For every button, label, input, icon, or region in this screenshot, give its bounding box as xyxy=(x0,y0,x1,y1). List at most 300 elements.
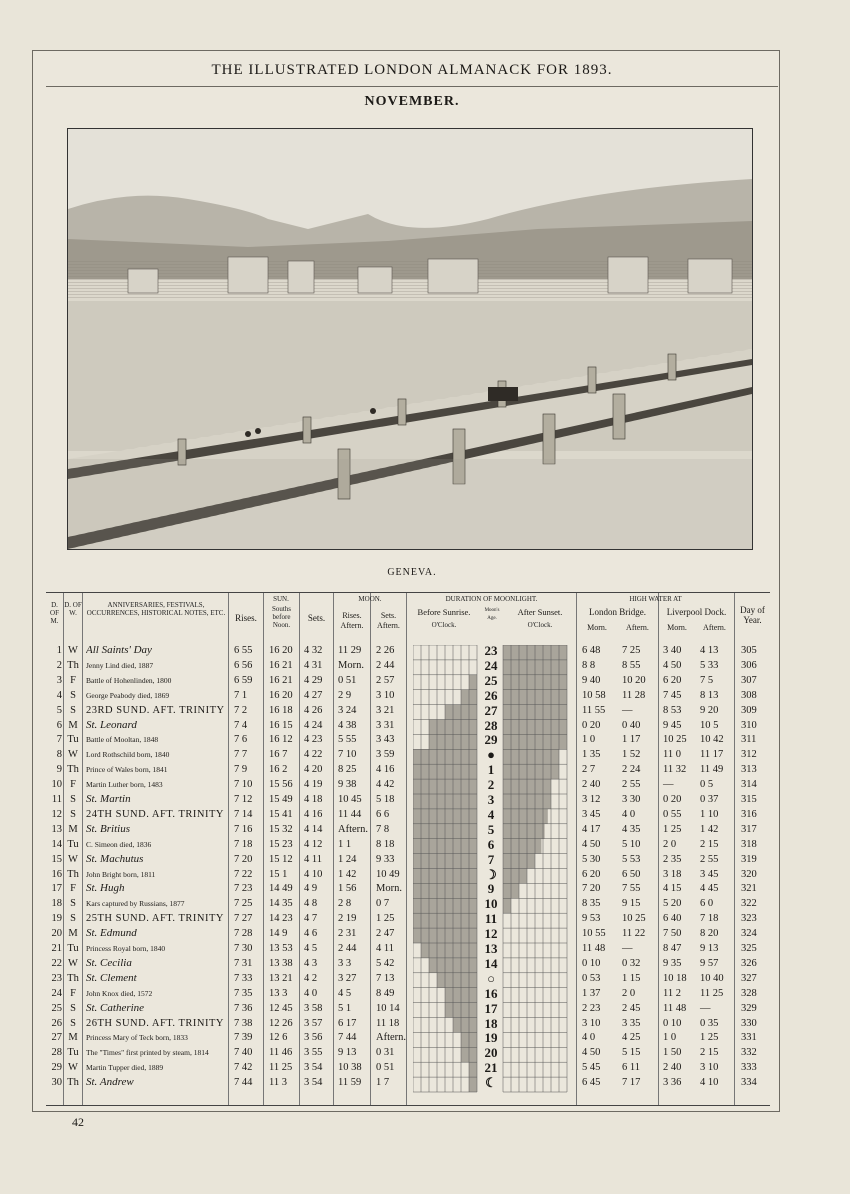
cell-moon-set: 3 31 xyxy=(376,719,395,731)
cell-london-aftern: 7 55 xyxy=(622,883,641,895)
cell-sun-set: 3 54 xyxy=(304,1077,323,1089)
cell-weekday: F xyxy=(70,883,76,895)
cell-moon-age: 21 xyxy=(484,1060,498,1076)
cell-note: 23RD SUND. AFT. TRINITY xyxy=(86,704,225,716)
cell-moon-set: Morn. xyxy=(376,883,402,895)
table-row xyxy=(46,881,770,896)
cell-sun-set: 4 18 xyxy=(304,794,323,805)
geneva-illustration xyxy=(67,128,753,550)
cell-moon-rise: 2 31 xyxy=(338,928,357,940)
cell-london-aftern: 1 15 xyxy=(622,972,641,984)
cell-sun-rise: 7 4 xyxy=(234,719,248,731)
cell-london-aftern: 3 30 xyxy=(622,794,641,805)
cell-liverpool-aftern: 9 57 xyxy=(700,957,719,969)
cell-weekday: Th xyxy=(67,868,79,880)
cell-liverpool-morn: 0 10 xyxy=(663,1017,682,1029)
cell-moon-age: 26 xyxy=(484,687,498,703)
cell-note: Battle of Mooltan, 1848 xyxy=(86,735,159,745)
cell-moon-rise: 10 38 xyxy=(338,1062,362,1074)
cell-london-morn: 8 8 xyxy=(582,659,596,671)
cell-note: Lord Rothschild born, 1840 xyxy=(86,750,170,760)
cell-sun-set: 4 29 xyxy=(304,674,323,686)
header-notes: ANNIVERSARIES, FESTIVALS, OCCURRENCES, HISTORICAL NOTES, ETC. xyxy=(86,601,226,617)
cell-london-morn: 3 45 xyxy=(582,808,601,820)
cell-day-of-year: 309 xyxy=(741,704,757,716)
cell-sun-set: 3 54 xyxy=(304,1062,323,1074)
cell-day-number: 21 xyxy=(51,943,62,954)
header-oclock-before: O'Clock. xyxy=(431,621,457,629)
cell-note: St. Cecilia xyxy=(86,956,132,969)
cell-london-aftern: 6 11 xyxy=(622,1062,640,1074)
cell-london-morn: 9 53 xyxy=(582,913,601,925)
cell-moon-set: 3 10 xyxy=(376,689,395,701)
cell-sun-souths: 15 12 xyxy=(269,853,293,865)
cell-moon-set: 1 7 xyxy=(376,1077,390,1089)
cell-day-of-year: 308 xyxy=(741,689,757,701)
cell-liverpool-morn: 4 50 xyxy=(663,659,682,671)
cell-sun-souths: 13 38 xyxy=(269,957,293,969)
cell-liverpool-morn: 3 18 xyxy=(663,868,682,880)
cell-london-morn: 4 50 xyxy=(582,1047,601,1059)
table-row xyxy=(46,792,770,807)
cell-moon-rise: 11 44 xyxy=(338,808,362,820)
cell-note: St. Britius xyxy=(86,822,131,835)
cell-london-morn: 2 40 xyxy=(582,779,601,791)
cell-london-morn: 7 20 xyxy=(582,883,601,895)
cell-weekday: Tu xyxy=(67,838,79,850)
table-row xyxy=(46,1075,770,1090)
cell-london-morn: 11 55 xyxy=(582,704,606,716)
cell-note: Martin Luther born, 1483 xyxy=(86,780,163,790)
calendar-table xyxy=(46,592,770,1106)
cell-london-morn: 5 30 xyxy=(582,853,601,865)
header-sun: SUN. xyxy=(273,595,289,603)
cell-weekday: M xyxy=(68,928,78,940)
cell-moon-rise: 11 59 xyxy=(338,1077,362,1089)
cell-day-of-year: 333 xyxy=(741,1062,757,1074)
cell-weekday: W xyxy=(68,645,78,656)
cell-weekday: W xyxy=(68,1062,78,1074)
cell-sun-rise: 7 16 xyxy=(234,823,253,835)
cell-liverpool-aftern: 7 5 xyxy=(700,674,714,686)
cell-moon-set: 8 49 xyxy=(376,987,395,999)
cell-liverpool-aftern: 5 33 xyxy=(700,659,719,671)
cell-sun-souths: 16 7 xyxy=(269,749,288,761)
cell-liverpool-morn: 2 35 xyxy=(663,853,682,865)
cell-note: St. Clement xyxy=(86,971,137,984)
cell-moon-age: 17 xyxy=(484,1000,498,1016)
table-row xyxy=(46,1045,770,1060)
cell-moon-age: 20 xyxy=(484,1045,498,1061)
cell-london-morn: 11 48 xyxy=(582,943,606,954)
cell-weekday: M xyxy=(68,1032,78,1044)
cell-moon-rise: 2 9 xyxy=(338,689,352,701)
cell-liverpool-aftern: 1 10 xyxy=(700,808,719,820)
cell-moon-age: 16 xyxy=(484,985,498,1001)
cell-sun-set: 4 10 xyxy=(304,868,323,880)
cell-day-number: 25 xyxy=(51,1002,62,1014)
cell-sun-set: 4 6 xyxy=(304,928,318,940)
cell-moon-rise: 6 17 xyxy=(338,1017,357,1029)
cell-sun-set: 3 55 xyxy=(304,1047,323,1059)
cell-liverpool-morn: 3 36 xyxy=(663,1077,682,1089)
cell-liverpool-aftern: 11 49 xyxy=(700,764,724,776)
cell-sun-rise: 7 39 xyxy=(234,1032,253,1044)
header-liverpool-morn: Morn. xyxy=(667,623,687,632)
cell-liverpool-morn: 9 45 xyxy=(663,719,682,731)
cell-moon-set: 2 44 xyxy=(376,659,395,671)
cell-sun-set: 4 19 xyxy=(304,779,323,791)
cell-moon-rise: 4 38 xyxy=(338,719,357,731)
cell-liverpool-aftern: 2 55 xyxy=(700,853,719,865)
cell-moon-set: 5 42 xyxy=(376,957,395,969)
cell-sun-set: 3 58 xyxy=(304,1002,323,1014)
cell-moon-set: 0 7 xyxy=(376,898,390,910)
cell-liverpool-aftern: 2 15 xyxy=(700,1047,719,1059)
geneva-engraving-image xyxy=(68,129,752,549)
cell-moon-rise: 3 27 xyxy=(338,972,357,984)
table-row xyxy=(46,688,770,703)
cell-liverpool-morn: 10 25 xyxy=(663,734,687,746)
cell-day-of-year: 305 xyxy=(741,645,757,656)
cell-sun-set: 4 7 xyxy=(304,913,318,925)
cell-moon-age: ○ xyxy=(487,970,495,986)
cell-moon-set: 8 18 xyxy=(376,838,395,850)
cell-liverpool-aftern: 1 25 xyxy=(700,1032,719,1044)
cell-moon-set: 4 11 xyxy=(376,943,394,954)
table-row xyxy=(46,911,770,926)
cell-sun-rise: 7 30 xyxy=(234,943,253,954)
cell-liverpool-morn: 11 48 xyxy=(663,1002,687,1014)
cell-moon-rise: 2 44 xyxy=(338,943,357,954)
cell-moon-rise: 2 8 xyxy=(338,898,352,910)
cell-sun-set: 4 0 xyxy=(304,987,318,999)
cell-sun-rise: 6 56 xyxy=(234,659,253,671)
cell-london-morn: 3 10 xyxy=(582,1017,601,1029)
cell-sun-rise: 6 55 xyxy=(234,645,253,656)
cell-moon-rise: 11 29 xyxy=(338,645,362,656)
cell-weekday: W xyxy=(68,749,78,761)
cell-weekday: S xyxy=(70,794,76,805)
cell-moon-rise: 9 13 xyxy=(338,1047,357,1059)
cell-note: Prince of Wales born, 1841 xyxy=(86,765,168,775)
cell-liverpool-morn: 2 0 xyxy=(663,838,677,850)
cell-sun-souths: 14 35 xyxy=(269,898,293,910)
cell-day-number: 28 xyxy=(51,1047,62,1059)
cell-liverpool-aftern: 1 42 xyxy=(700,823,719,835)
cell-liverpool-morn: 11 0 xyxy=(663,749,681,761)
table-row xyxy=(46,673,770,688)
cell-day-number: 26 xyxy=(51,1017,62,1029)
cell-day-number: 18 xyxy=(51,898,62,910)
cell-sun-rise: 7 42 xyxy=(234,1062,253,1074)
page-number: 42 xyxy=(72,1115,84,1129)
cell-sun-souths: 11 3 xyxy=(269,1077,287,1089)
cell-sun-set: 4 16 xyxy=(304,808,323,820)
cell-day-of-year: 324 xyxy=(741,928,757,940)
cell-weekday: F xyxy=(70,987,76,999)
cell-weekday: Tu xyxy=(67,943,79,954)
header-liverpool-aftern: Aftern. xyxy=(703,623,726,632)
cell-sun-souths: 16 2 xyxy=(269,764,288,776)
cell-moon-age: ☾ xyxy=(485,1075,497,1091)
cell-sun-set: 4 14 xyxy=(304,823,323,835)
cell-sun-rise: 7 27 xyxy=(234,913,253,925)
cell-day-number: 5 xyxy=(56,704,62,716)
cell-sun-rise: 7 1 xyxy=(234,689,248,701)
cell-sun-souths: 12 26 xyxy=(269,1017,293,1029)
cell-moon-age: ☽ xyxy=(485,866,497,882)
cell-london-morn: 1 37 xyxy=(582,987,601,999)
table-row xyxy=(46,732,770,747)
cell-day-number: 14 xyxy=(51,838,62,850)
cell-liverpool-aftern: 7 18 xyxy=(700,913,719,925)
cell-liverpool-aftern: 3 45 xyxy=(700,868,719,880)
cell-liverpool-morn: 2 40 xyxy=(663,1062,682,1074)
cell-weekday: Tu xyxy=(67,1047,79,1059)
cell-sun-souths: 14 23 xyxy=(269,913,293,925)
cell-moon-set: 4 42 xyxy=(376,779,395,791)
cell-sun-souths: 16 20 xyxy=(269,645,293,656)
cell-liverpool-aftern: 4 10 xyxy=(700,1077,719,1089)
cell-liverpool-aftern: 10 42 xyxy=(700,734,724,746)
cell-day-number: 15 xyxy=(51,853,62,865)
cell-sun-souths: 13 21 xyxy=(269,972,293,984)
cell-moon-rise: 0 51 xyxy=(338,674,357,686)
cell-london-aftern: 1 52 xyxy=(622,749,641,761)
cell-moon-age: 24 xyxy=(484,657,498,673)
cell-sun-souths: 16 20 xyxy=(269,689,293,701)
cell-london-aftern: 4 0 xyxy=(622,808,636,820)
cell-london-aftern: 5 15 xyxy=(622,1047,641,1059)
header-sun-sets: Sets. xyxy=(307,613,326,623)
cell-sun-souths: 13 53 xyxy=(269,943,293,954)
illustration-caption: GENEVA. xyxy=(387,567,437,578)
table-row xyxy=(46,926,770,941)
cell-sun-rise: 7 33 xyxy=(234,972,253,984)
table-row xyxy=(46,822,770,837)
cell-moon-rise: 5 1 xyxy=(338,1002,352,1014)
cell-sun-rise: 7 12 xyxy=(234,794,253,805)
header-before-sunrise: Before Sunrise. xyxy=(417,607,471,617)
cell-day-of-year: 321 xyxy=(741,883,757,895)
cell-sun-set: 4 23 xyxy=(304,734,323,746)
cell-moon-set: 3 59 xyxy=(376,749,395,761)
cell-day-of-year: 330 xyxy=(741,1017,757,1029)
cell-note: St. Martin xyxy=(86,793,131,805)
cell-sun-souths: 15 1 xyxy=(269,868,288,880)
cell-london-aftern: 11 28 xyxy=(622,689,646,701)
cell-sun-souths: 11 25 xyxy=(269,1062,293,1074)
cell-london-morn: 10 58 xyxy=(582,689,606,701)
cell-moon-set: 4 16 xyxy=(376,764,395,776)
cell-moon-set: 7 8 xyxy=(376,823,390,835)
cell-note: 24TH SUND. AFT. TRINITY xyxy=(86,808,224,820)
cell-day-of-year: 318 xyxy=(741,838,757,850)
header-london-morn: Morn. xyxy=(587,623,607,632)
cell-weekday: W xyxy=(68,853,78,865)
table-row xyxy=(46,1030,770,1045)
cell-moon-rise: 3 24 xyxy=(338,704,357,716)
cell-day-of-year: 323 xyxy=(741,913,757,925)
cell-sun-set: 4 26 xyxy=(304,704,323,716)
cell-london-aftern: 5 53 xyxy=(622,853,641,865)
cell-liverpool-morn: 1 50 xyxy=(663,1047,682,1059)
cell-moon-rise: 3 3 xyxy=(338,957,352,969)
table-row xyxy=(46,703,770,718)
cell-sun-rise: 7 9 xyxy=(234,764,248,776)
cell-moon-age: 12 xyxy=(484,926,498,942)
cell-weekday: Th xyxy=(67,764,79,776)
cell-weekday: S xyxy=(70,808,76,820)
cell-london-aftern: 11 22 xyxy=(622,928,646,940)
cell-liverpool-aftern: 0 37 xyxy=(700,794,719,805)
cell-day-of-year: 329 xyxy=(741,1002,757,1014)
cell-day-number: 9 xyxy=(56,764,62,776)
table-row xyxy=(46,867,770,882)
cell-london-morn: 4 17 xyxy=(582,823,601,835)
cell-day-of-year: 320 xyxy=(741,868,757,880)
cell-london-aftern: 2 24 xyxy=(622,764,641,776)
cell-liverpool-aftern: 4 45 xyxy=(700,883,719,895)
header-moons-age: Moon's Age. xyxy=(484,608,500,621)
cell-liverpool-morn: 6 20 xyxy=(663,674,682,686)
cell-day-of-year: 325 xyxy=(741,943,757,954)
cell-liverpool-aftern: 3 10 xyxy=(700,1062,719,1074)
table-row xyxy=(46,837,770,852)
cell-note: Kars captured by Russians, 1877 xyxy=(86,899,185,909)
cell-london-morn: 5 45 xyxy=(582,1062,601,1074)
cell-sun-rise: 7 38 xyxy=(234,1017,253,1029)
table-row xyxy=(46,1001,770,1016)
header-oclock-after: O'Clock. xyxy=(527,621,553,629)
cell-london-morn: 3 12 xyxy=(582,794,601,805)
cell-sun-souths: 13 3 xyxy=(269,987,288,999)
cell-london-morn: 4 50 xyxy=(582,838,601,850)
cell-moon-age: 2 xyxy=(487,777,495,793)
cell-sun-set: 4 32 xyxy=(304,645,323,656)
cell-weekday: S xyxy=(70,704,76,716)
cell-day-number: 3 xyxy=(56,674,62,686)
cell-sun-rise: 7 18 xyxy=(234,838,253,850)
cell-sun-set: 4 3 xyxy=(304,957,318,969)
cell-london-aftern: 8 55 xyxy=(622,659,641,671)
cell-day-number: 19 xyxy=(51,913,62,925)
cell-london-morn: 4 0 xyxy=(582,1032,596,1044)
cell-london-aftern: — xyxy=(622,704,633,716)
cell-moon-set: 3 21 xyxy=(376,704,395,716)
cell-liverpool-aftern: 0 35 xyxy=(700,1017,719,1029)
cell-liverpool-morn: 1 0 xyxy=(663,1032,677,1044)
cell-moon-set: 9 33 xyxy=(376,853,395,865)
header-london-bridge: London Bridge. xyxy=(589,607,646,617)
cell-moon-age: 11 xyxy=(484,911,498,927)
cell-weekday: S xyxy=(70,1017,76,1029)
cell-weekday: M xyxy=(68,823,78,835)
cell-note: The "Times" first printed by steam, 1814 xyxy=(86,1048,209,1058)
cell-day-of-year: 316 xyxy=(741,808,757,820)
cell-note: St. Catherine xyxy=(86,1001,145,1014)
cell-moon-age: 19 xyxy=(484,1030,498,1046)
cell-weekday: F xyxy=(70,779,76,791)
table-row xyxy=(46,777,770,792)
cell-liverpool-morn: 10 18 xyxy=(663,972,687,984)
cell-moon-age: 14 xyxy=(484,955,498,971)
cell-moon-rise: 1 1 xyxy=(338,838,352,850)
table-row xyxy=(46,971,770,986)
cell-moon-age: 7 xyxy=(487,851,495,867)
cell-day-of-year: 334 xyxy=(741,1077,757,1089)
cell-sun-souths: 15 56 xyxy=(269,779,293,791)
cell-note: 25TH SUND. AFT. TRINITY xyxy=(86,913,224,925)
cell-moon-age: ● xyxy=(487,747,495,763)
cell-sun-souths: 11 46 xyxy=(269,1047,293,1059)
cell-sun-rise: 7 23 xyxy=(234,883,253,895)
cell-moon-age: 9 xyxy=(487,881,495,897)
cell-weekday: M xyxy=(68,719,78,731)
cell-note: St. Edmund xyxy=(86,927,137,940)
cell-moon-set: 2 47 xyxy=(376,928,395,940)
cell-weekday: Th xyxy=(67,659,79,671)
cell-note: Battle of Hohenlinden, 1800 xyxy=(86,675,172,685)
cell-liverpool-morn: 3 40 xyxy=(663,645,682,656)
cell-london-aftern: 7 25 xyxy=(622,645,641,656)
cell-moon-set: 6 6 xyxy=(376,808,390,820)
table-row xyxy=(46,956,770,971)
cell-day-number: 22 xyxy=(51,957,62,969)
cell-liverpool-morn: 7 45 xyxy=(663,689,682,701)
cell-liverpool-aftern: 8 20 xyxy=(700,928,719,940)
cell-sun-souths: 16 18 xyxy=(269,704,293,716)
cell-sun-rise: 7 31 xyxy=(234,957,253,969)
header-london-aftern: Aftern. xyxy=(626,623,649,632)
cell-moon-age: 1 xyxy=(487,762,495,778)
cell-moon-set: 0 51 xyxy=(376,1062,395,1074)
cell-london-aftern: 5 10 xyxy=(622,838,641,850)
cell-moon-age: 13 xyxy=(484,941,498,956)
cell-sun-souths: 12 45 xyxy=(269,1002,293,1014)
cell-sun-rise: 7 10 xyxy=(234,779,253,791)
cell-day-of-year: 319 xyxy=(741,853,757,865)
cell-sun-set: 4 8 xyxy=(304,898,318,910)
cell-day-of-year: 332 xyxy=(741,1047,757,1059)
cell-day-of-year: 313 xyxy=(741,764,757,776)
cell-day-number: 27 xyxy=(51,1032,62,1044)
cell-liverpool-aftern: 10 40 xyxy=(700,972,724,984)
cell-sun-rise: 7 2 xyxy=(234,704,248,716)
header-moon-sets: Sets. Aftern. xyxy=(377,611,400,630)
cell-day-of-year: 326 xyxy=(741,957,757,969)
cell-liverpool-aftern: 11 25 xyxy=(700,987,724,999)
table-row xyxy=(46,852,770,867)
cell-sun-rise: 6 59 xyxy=(234,674,253,686)
cell-sun-rise: 7 35 xyxy=(234,987,253,999)
cell-moon-rise: 9 38 xyxy=(338,779,357,791)
cell-weekday: S xyxy=(70,689,76,701)
header-high-water: HIGH WATER AT xyxy=(629,595,682,603)
table-row xyxy=(46,1016,770,1031)
cell-day-number: 12 xyxy=(51,808,62,820)
cell-liverpool-morn: — xyxy=(663,779,674,791)
cell-moon-set: 5 18 xyxy=(376,794,395,805)
cell-liverpool-morn: 4 15 xyxy=(663,883,682,895)
cell-note: George Peabody died, 1869 xyxy=(86,690,170,700)
cell-liverpool-morn: 0 55 xyxy=(663,808,682,820)
cell-london-morn: 0 10 xyxy=(582,957,601,969)
cell-london-morn: 6 45 xyxy=(582,1077,601,1089)
cell-sun-set: 4 12 xyxy=(304,838,323,850)
cell-moon-age: 18 xyxy=(484,1015,498,1031)
